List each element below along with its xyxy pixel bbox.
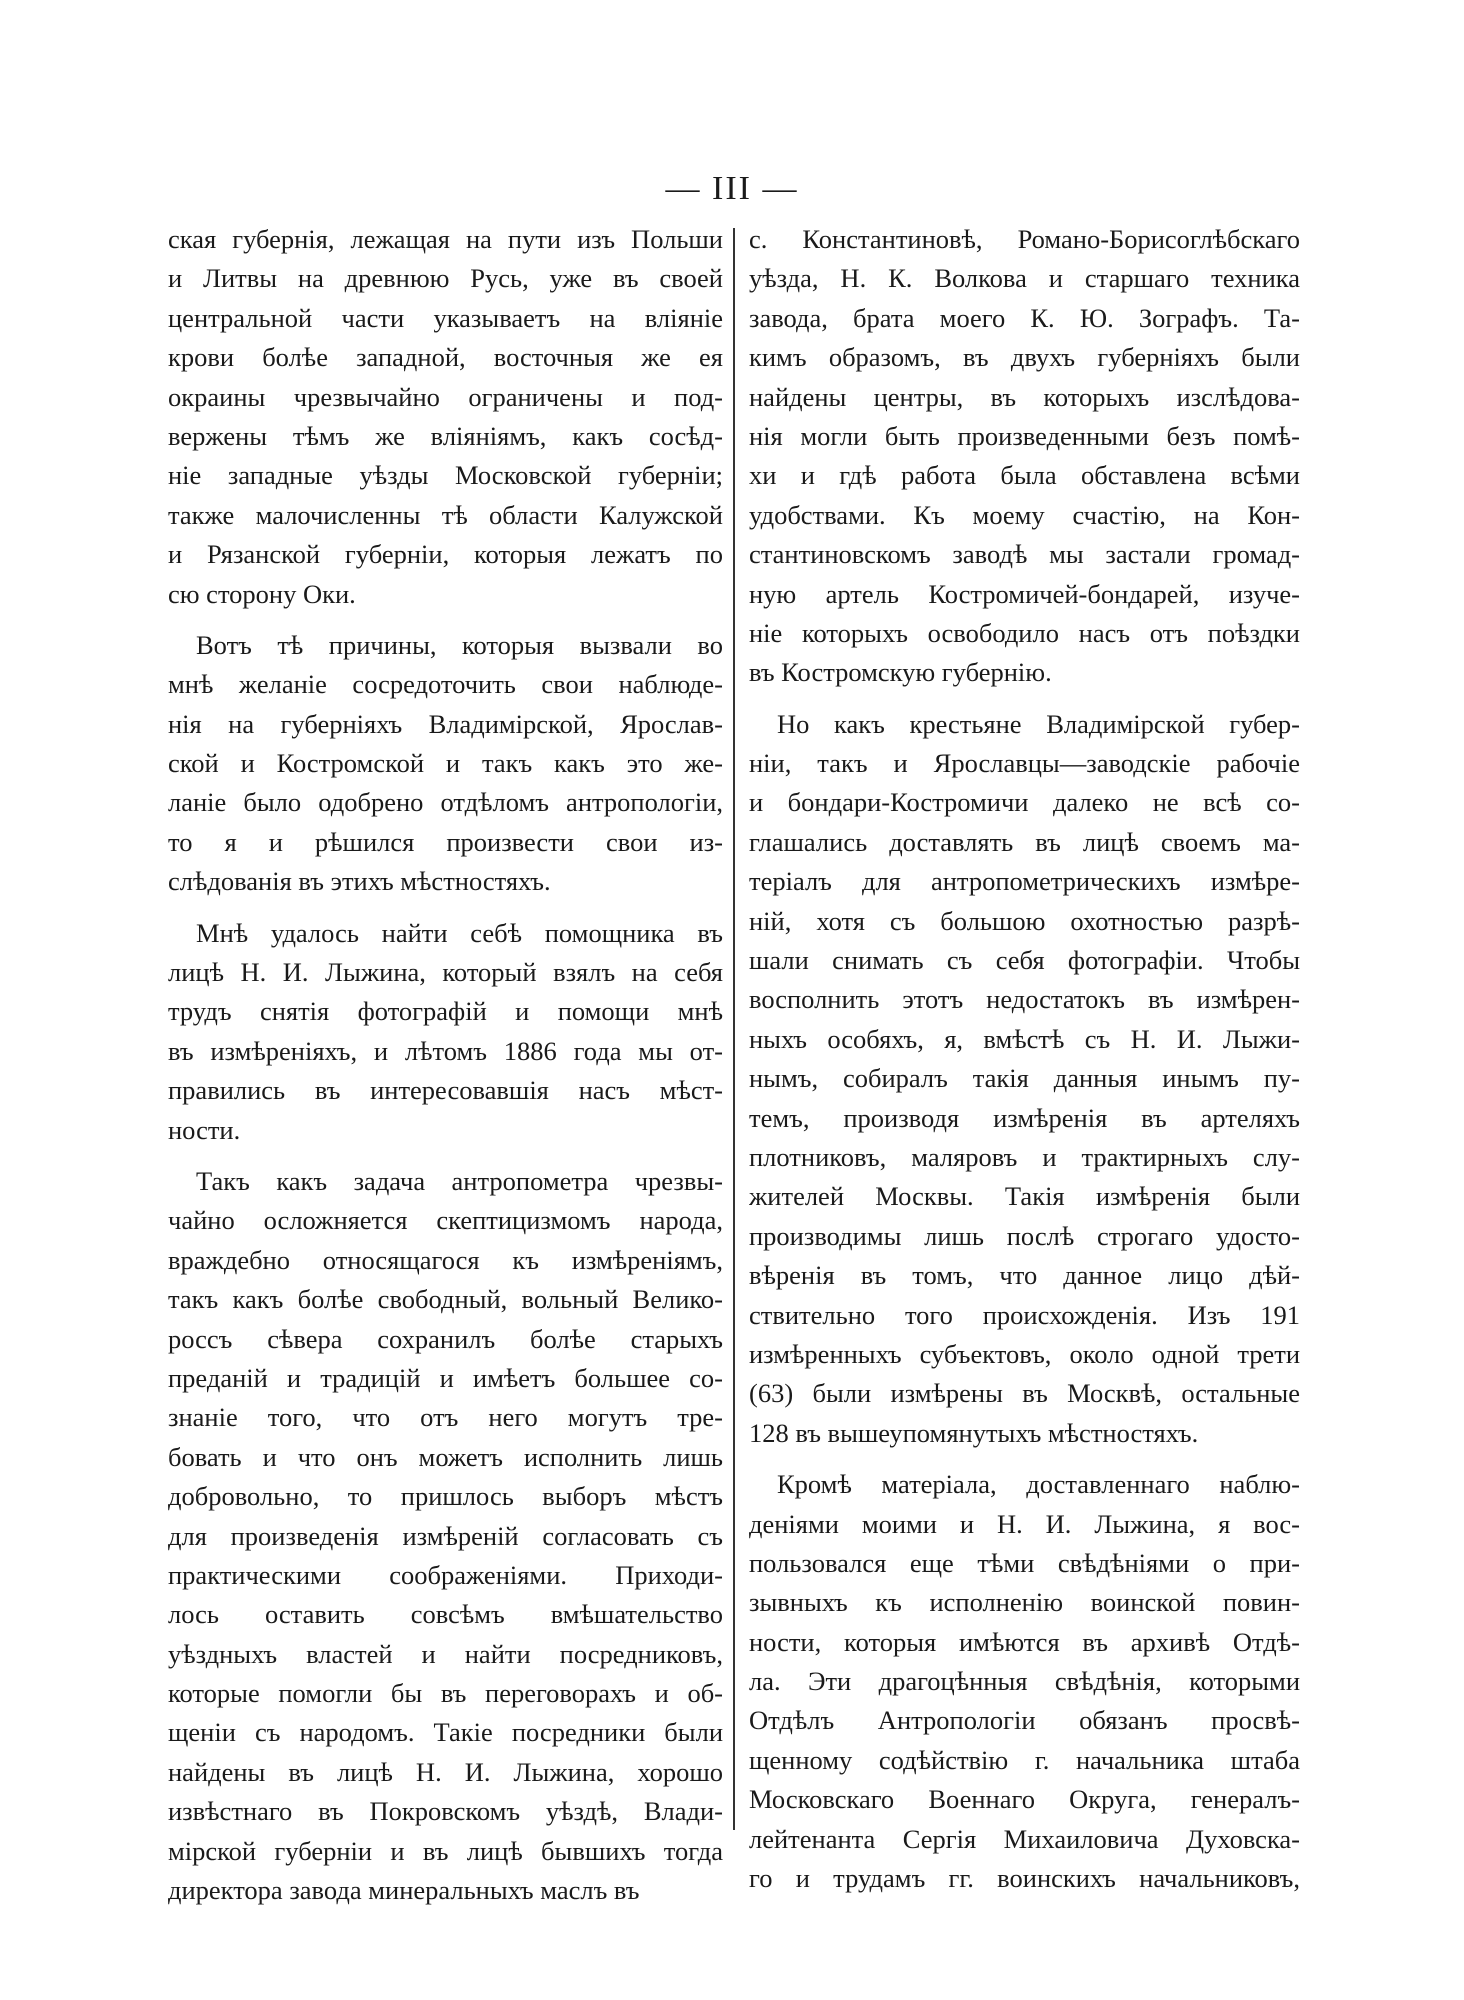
text-line: ніе которыхъ освободило насъ отъ поѣздки	[749, 617, 1300, 648]
text-line: преданій и традицій и имѣетъ большее со-	[168, 1362, 723, 1393]
text-line: нія на губерніяхъ Владимірской, Ярослав-	[168, 708, 723, 739]
text-line: нымъ, собиралъ такія данныя инымъ пу-	[749, 1063, 1300, 1094]
text-line: темъ, производя измѣренія въ артеляхъ	[749, 1102, 1300, 1133]
text-line: ніи, такъ и Ярославцы—заводскіе рабочіе	[749, 748, 1300, 779]
text-line: извѣстнаго въ Покровскомъ уѣздѣ, Влади-	[168, 1796, 723, 1827]
text-line: знаніе того, что отъ него могутъ тре-	[168, 1402, 723, 1433]
text-line: уѣздныхъ властей и найти посредниковъ,	[168, 1638, 723, 1669]
text-line: уѣзда, Н. К. Волкова и старшаго техника	[749, 263, 1300, 294]
text-line: трудъ снятія фотографій и помощи мнѣ	[168, 996, 723, 1027]
text-line: плотниковъ, маляровъ и трактирныхъ слу-	[749, 1141, 1300, 1172]
text-line: добровольно, то пришлось выборъ мѣстъ	[168, 1481, 723, 1512]
text-line: глашались доставлять въ лицѣ своемъ ма-	[749, 826, 1300, 857]
text-line: въ Костромскую губернію.	[749, 657, 1052, 688]
paragraph	[168, 626, 723, 902]
text-line: директора завода минеральныхъ маслъ въ	[168, 1875, 640, 1906]
text-line: мірской губерніи и въ лицѣ бывшихъ тогда	[168, 1835, 723, 1866]
text-line: Такъ какъ задача антропометра чрезвы-	[196, 1165, 723, 1196]
text-line: и Рязанской губерніи, которыя лежатъ по	[168, 539, 723, 570]
text-line: завода, брата моего К. Ю. Зографъ. Та-	[749, 302, 1300, 333]
text-line: ніе западные уѣзды Московской губерніи;	[168, 460, 723, 491]
text-line: лейтенанта Сергія Михаиловича Духовска-	[749, 1823, 1300, 1854]
text-line: также малочисленны тѣ области Калужской	[168, 499, 723, 530]
text-line: россъ сѣвера сохранилъ болѣе старыхъ	[168, 1323, 723, 1354]
text-line: удобствами. Къ моему счастію, на Кон-	[749, 499, 1300, 530]
text-line: слѣдованія въ этихъ мѣстностяхъ.	[168, 866, 551, 897]
paragraph	[168, 914, 723, 1150]
text-line: восполнить этотъ недостатокъ въ измѣрен-	[749, 984, 1300, 1015]
text-line: го и трудамъ гг. воинскихъ начальниковъ,	[749, 1863, 1300, 1894]
text-line: зывныхъ къ исполненію воинской повин-	[749, 1587, 1300, 1618]
text-line: чайно осложняется скептицизмомъ народа,	[168, 1205, 723, 1236]
text-line: теріалъ для антропометрическихъ измѣре-	[749, 866, 1300, 897]
text-line: Кромѣ матеріала, доставленнаго наблю-	[777, 1469, 1300, 1500]
text-line: то я и рѣшился произвести свои из-	[168, 826, 723, 857]
text-line: с. Константиновѣ, Романо-Борисоглѣбскаго	[749, 224, 1300, 254]
text-line: и Литвы на древнюю Русь, уже въ своей	[168, 263, 723, 294]
text-line: лицѣ Н. И. Лыжина, который взялъ на себя	[168, 957, 723, 988]
text-line: ла. Эти драгоцѣнныя свѣдѣнія, которыми	[749, 1666, 1300, 1697]
text-line: такъ какъ болѣе свободный, вольный Велико-	[168, 1284, 723, 1315]
text-line: стантиновскомъ заводѣ мы застали громад-	[749, 539, 1300, 570]
text-line: центральной части указываетъ на вліяніе	[168, 302, 723, 333]
text-line: ности.	[168, 1114, 241, 1145]
text-line: лось оставить совсѣмъ вмѣшательство	[168, 1599, 723, 1630]
text-line: Отдѣлъ Антропологіи обязанъ просвѣ-	[749, 1705, 1300, 1736]
text-line: ской и Костромской и такъ какъ это же-	[168, 748, 723, 779]
paragraph	[168, 220, 723, 614]
text-line: правились въ интересовавшія насъ мѣст-	[168, 1075, 723, 1106]
text-line: вержены тѣмъ же вліяніямъ, какъ сосѣд-	[168, 420, 723, 451]
text-line: окраины чрезвычайно ограничены и под-	[168, 381, 723, 412]
text-line: ную артель Костромичей-бондарей, изуче-	[749, 578, 1300, 609]
text-line: пользовался еще тѣми свѣдѣніями о при-	[749, 1547, 1300, 1578]
text-line: сю сторону Оки.	[168, 578, 356, 609]
text-line: щенному содѣйствію г. начальника штаба	[749, 1744, 1300, 1775]
text-line: которые помогли бы въ переговорахъ и об-	[168, 1678, 723, 1709]
text-line: бовать и что онъ можетъ исполнить лишь	[168, 1441, 723, 1472]
text-line: измѣренныхъ субъектовъ, около одной трети	[749, 1338, 1300, 1369]
text-line: ланіе было одобрено отдѣломъ антропологіи,	[168, 787, 723, 818]
text-line: хи и гдѣ работа была обставлена всѣми	[749, 460, 1300, 491]
text-line: практическими соображеніями. Приходи-	[168, 1559, 723, 1590]
text-line: производимы лишь послѣ строгаго удосто-	[749, 1220, 1300, 1251]
text-line: найдены центры, въ которыхъ изслѣдова-	[749, 381, 1300, 412]
text-line: найдены въ лицѣ Н. И. Лыжина, хорошо	[168, 1756, 723, 1787]
paragraph	[749, 220, 1300, 693]
text-line: враждебно относящагося къ измѣреніямъ,	[168, 1244, 723, 1275]
text-line: (63) были измѣрены въ Москвѣ, остальные	[749, 1378, 1300, 1409]
text-line: Но какъ крестьяне Владимірской губер-	[777, 708, 1300, 739]
text-line: и бондари-Костромичи далеко не всѣ со-	[749, 787, 1300, 818]
text-line: ствительно того происхожденія. Изъ 191	[749, 1299, 1300, 1330]
text-line: мнѣ желаніе сосредоточить свои наблюде-	[168, 669, 723, 700]
text-line: 128 въ вышеупомянутыхъ мѣстностяхъ.	[749, 1417, 1199, 1448]
paragraph	[749, 705, 1300, 1453]
text-line: щеніи съ народомъ. Такіе посредники были	[168, 1717, 723, 1748]
text-line: нія могли быть произведенными безъ помѣ-	[749, 420, 1300, 451]
text-line: вѣренія въ томъ, что данное лицо дѣй-	[749, 1260, 1300, 1291]
text-line: шали снимать съ себя фотографіи. Чтобы	[749, 945, 1300, 976]
text-line: ній, хотя съ большою охотностью разрѣ-	[749, 905, 1300, 936]
paragraph	[749, 1465, 1300, 1898]
text-line: крови болѣе западной, восточныя же ея	[168, 342, 723, 373]
text-line: Вотъ тѣ причины, которыя вызвали во	[196, 629, 723, 660]
text-line: кимъ образомъ, въ двухъ губерніяхъ были	[749, 342, 1300, 373]
text-line: ности, которыя имѣются въ архивѣ Отдѣ-	[749, 1626, 1300, 1657]
text-line: ская губернія, лежащая на пути изъ Польши	[168, 224, 723, 254]
text-line: Мнѣ удалось найти себѣ помощника въ	[196, 917, 723, 948]
text-columns	[168, 220, 1328, 1906]
paragraph	[168, 1162, 723, 1910]
left-column	[168, 220, 733, 1906]
text-line: Московскаго Военнаго Округа, генералъ-	[749, 1784, 1300, 1815]
text-line: ныхъ особяхъ, я, вмѣстѣ съ Н. И. Лыжи-	[749, 1023, 1300, 1054]
text-line: жителей Москвы. Такія измѣренія были	[749, 1181, 1300, 1212]
text-line: для произведенія измѣреній согласовать съ	[168, 1520, 723, 1551]
text-line: деніями моими и Н. И. Лыжина, я вос-	[749, 1508, 1300, 1539]
page-number: — III —	[665, 170, 799, 207]
right-column	[735, 220, 1300, 1894]
text-line: въ измѣреніяхъ, и лѣтомъ 1886 года мы от-	[168, 1035, 723, 1066]
